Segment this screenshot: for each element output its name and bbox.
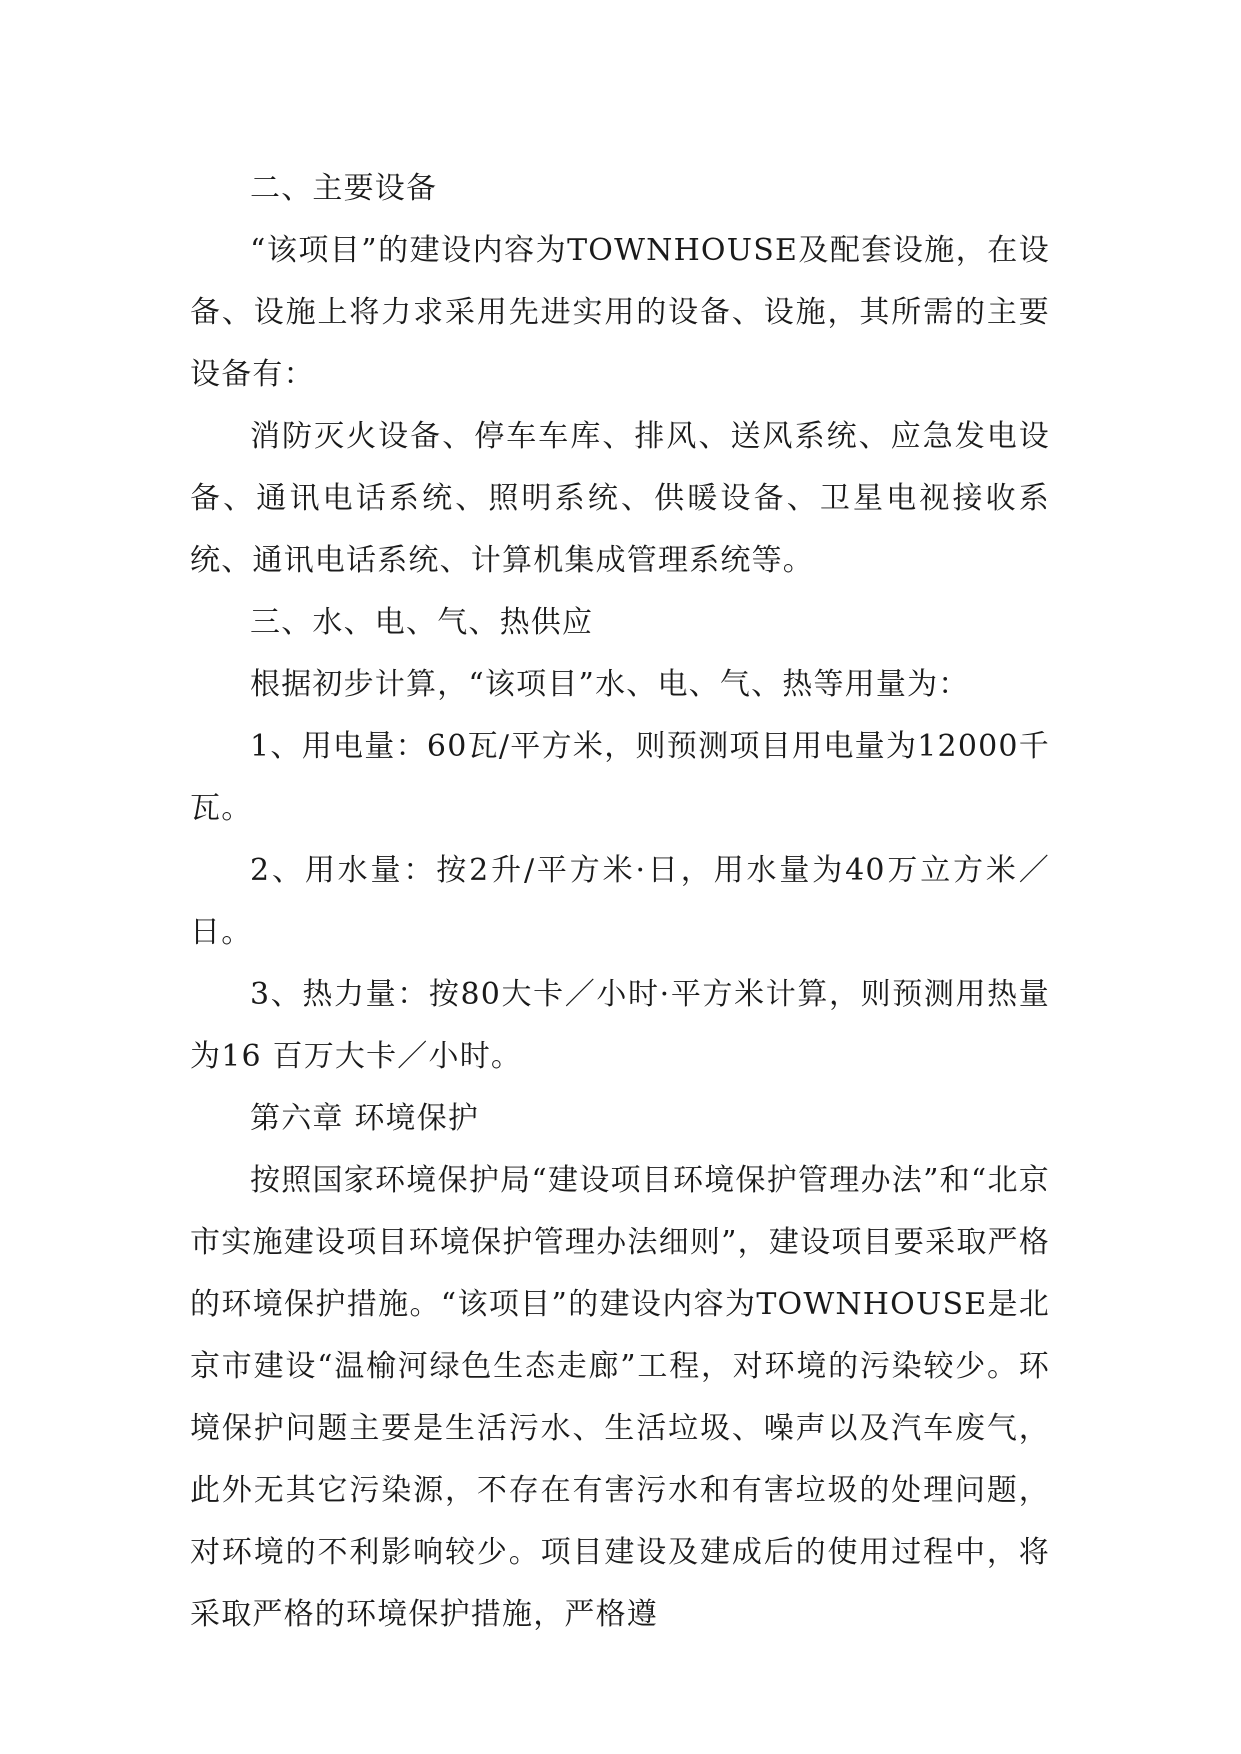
paragraph-equipment-intro: “该项目”的建设内容为TOWNHOUSE及配套设施，在设备、设施上将力求采用先进实用的设备、设施，其所需的主要设备有： bbox=[190, 233, 1050, 392]
document-body bbox=[190, 158, 1050, 1646]
paragraph-equipment-list: 消防灭火设备、停车车库、排风、送风系统、应急发电设备、通讯电话系统、照明系统、供暖设备、卫星电视接收系统、通讯电话系统、计算机集成管理系统等。 bbox=[190, 419, 1050, 578]
paragraph-utilities-intro: 根据初步计算，“该项目”水、电、气、热等用量为： bbox=[250, 667, 970, 702]
paragraph-water: 2、用水量：按2升/平方米·日，用水量为40万立方米／日。 bbox=[190, 853, 1050, 950]
section-heading-equipment: 二、主要设备 bbox=[250, 171, 438, 206]
paragraph-environment: 按照国家环境保护局“建设项目环境保护管理办法”和“北京市实施建设项目环境保护管理办法细则”，建设项目要采取严格的环境保护措施。“该项目”的建设内容为TOWNHOUSE是北京市建设“温榆河绿色生态走廊”工程，对环境的污染较少。环境保护问题主要是生活污水、生活垃圾、噪声以及汽车废气，此外无其它污染源，不存在有害污水和有害垃圾的处理问题，对环境的不利影响较少。项目建设及建成后的使用过程中，将采取严格的环境保护措施，严格遵 bbox=[190, 1163, 1050, 1632]
paragraph-heat: 3、热力量：按80大卡／小时·平方米计算，则预测用热量为16 百万大卡／小时。 bbox=[190, 977, 1050, 1074]
section-heading-utilities: 三、水、电、气、热供应 bbox=[250, 605, 594, 640]
paragraph-electricity: 1、用电量：60瓦/平方米，则预测项目用电量为12000千瓦。 bbox=[190, 729, 1050, 826]
chapter-heading-environment: 第六章 环境保护 bbox=[250, 1101, 480, 1136]
